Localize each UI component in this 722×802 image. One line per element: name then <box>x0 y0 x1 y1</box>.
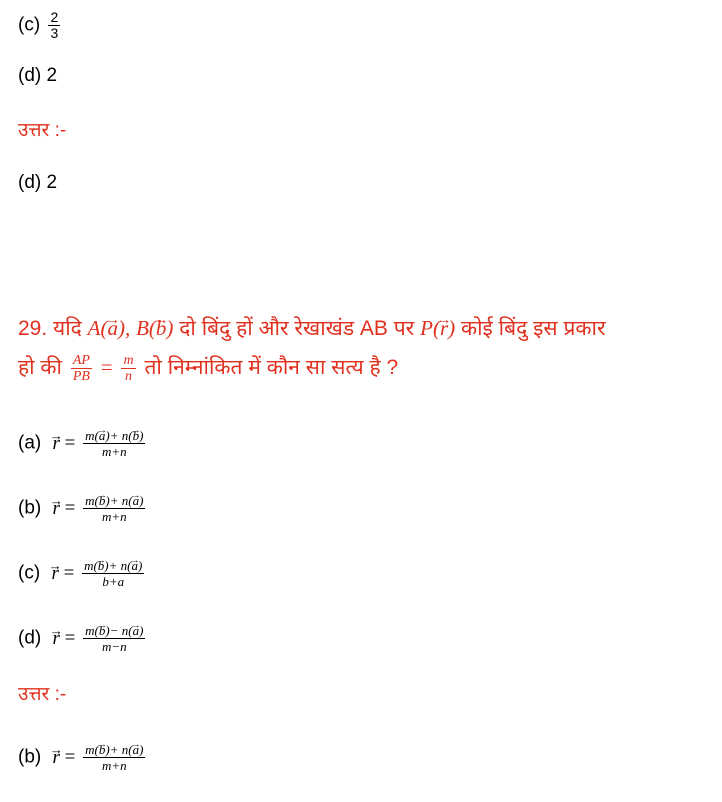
question-text: यदि <box>53 317 82 340</box>
question-text: हो की <box>18 356 62 379</box>
ratio-m-n: $\frac{m}{n}$ <box>123 352 134 384</box>
fraction-two-thirds <box>48 10 60 41</box>
question-text: तो निम्नांकित में कौन सा सत्य है ? <box>144 356 399 379</box>
option-label: (c) <box>18 14 41 36</box>
answer-label: उत्तर :- <box>18 684 67 705</box>
question-number: 29. <box>18 317 48 340</box>
option-d: (d) → r = $\frac{m(\to b)- n(\to a)}{m-n}$ <box>18 623 148 654</box>
fraction-denominator: 3 <box>50 25 59 41</box>
option-fraction: $\frac{m(\to b)+ n(\to a)}{b+a}$ <box>82 558 144 589</box>
option-c: (c) → r = $\frac{m(\to b)+ n(\to a)}{b+a}$ <box>18 558 147 589</box>
answer-prev: (d) 2 <box>18 172 58 193</box>
ratio-ap-pb: $\frac{AP}{PB}$ <box>72 352 90 384</box>
option-fraction: $\frac{m(\to b)- n(\to a)}{m-n}$ <box>83 623 145 654</box>
option-c-prev <box>18 10 63 41</box>
point-p: P(→ r) <box>420 316 455 340</box>
option-d-prev: (d) 2 <box>18 65 58 86</box>
point-a: A(→ a), <box>88 316 131 340</box>
answer-label-prev: उत्तर :- <box>18 120 67 141</box>
point-b: B(→ b) <box>136 316 173 340</box>
answer: (b) → r = $\frac{m(\to b)+ n(\to a)}{m+n}$ <box>18 742 148 773</box>
question-29-line-1 <box>18 313 606 344</box>
option-fraction: $\frac{m(\to a)+ n(\to b)}{m+n}$ <box>83 428 145 459</box>
answer-fraction: $\frac{m(\to b)+ n(\to a)}{m+n}$ <box>83 742 145 773</box>
question-text: दो बिंदु हों और रेखाखंड AB पर <box>179 317 415 340</box>
question-text: कोई बिंदु इस प्रकार <box>460 317 606 340</box>
fraction-numerator: 2 <box>50 9 59 25</box>
option-a: (a) → r = $\frac{m(\to a)+ n(\to b)}{m+n}$ <box>18 428 148 459</box>
option-b: (b) → r = $\frac{m(\to b)+ n(\to a)}{m+n}$ <box>18 493 148 524</box>
option-fraction: $\frac{m(\to b)+ n(\to a)}{m+n}$ <box>83 493 145 524</box>
question-29-line-2: हो की $\frac{AP}{PB}$ = $\frac{m}{n}$ तो निम्नांकित में कौन सा सत्य है ? <box>18 352 399 384</box>
